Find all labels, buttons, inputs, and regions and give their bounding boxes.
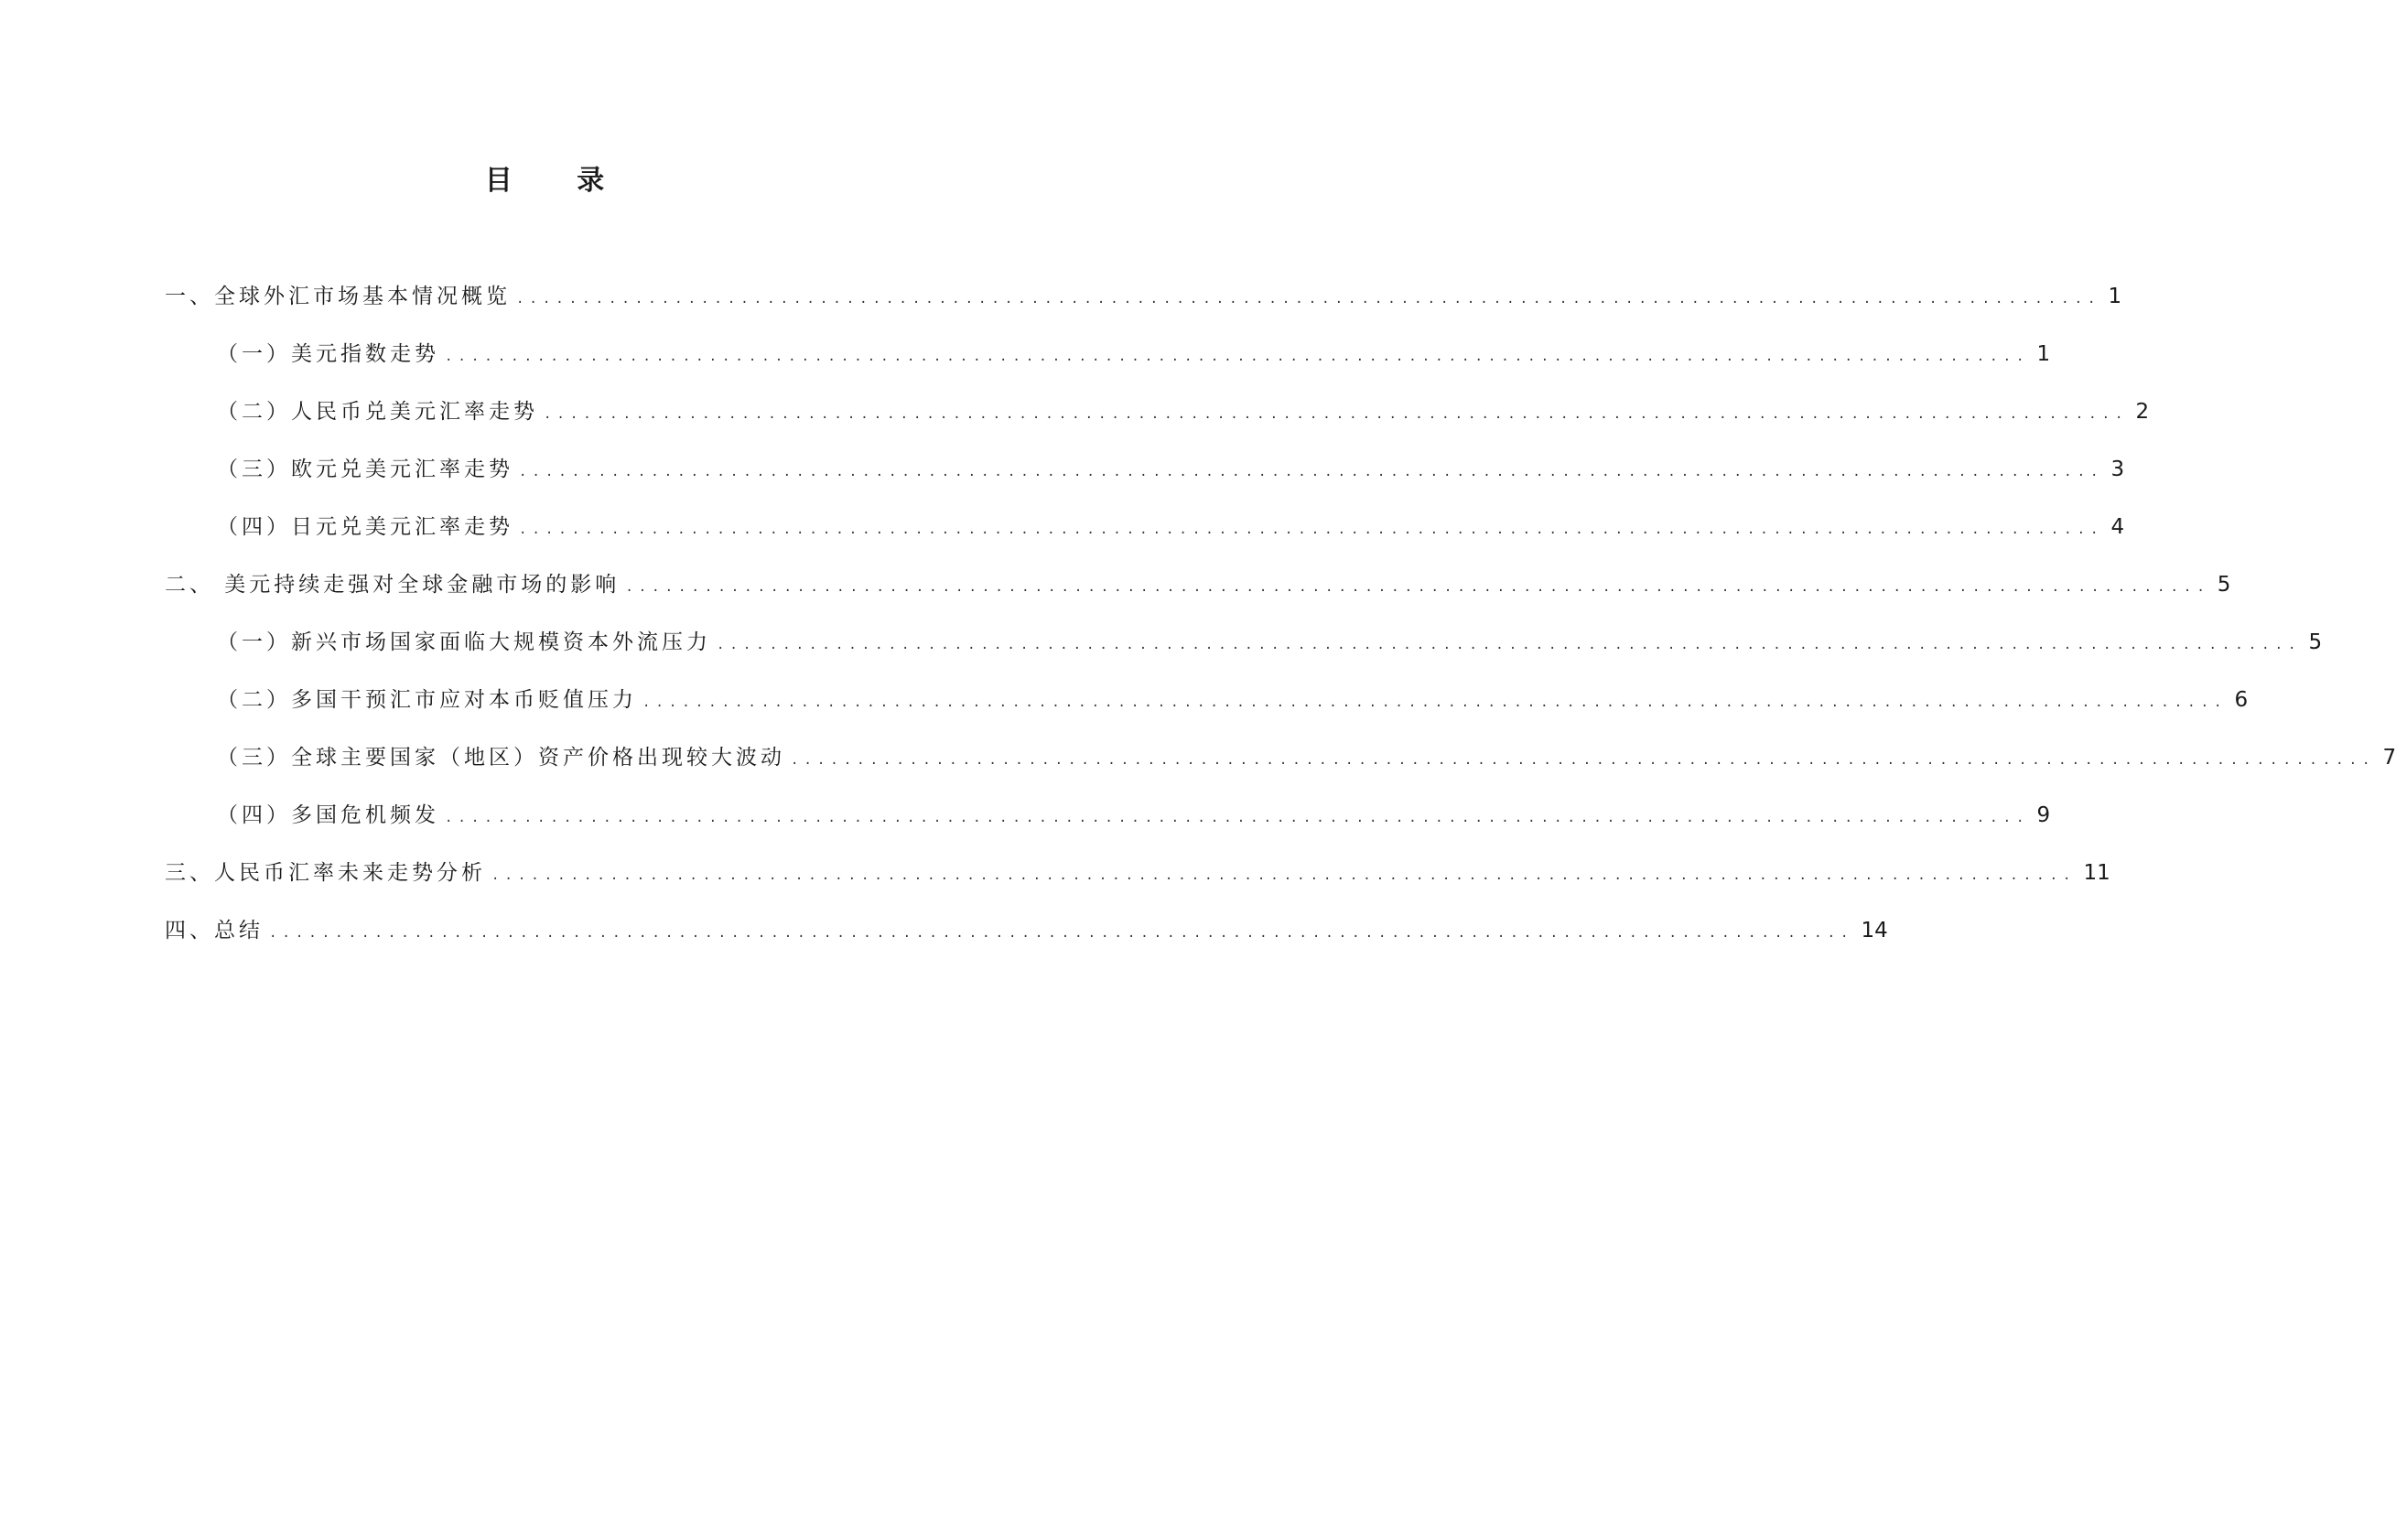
toc-entry-label: （一）新兴市场国家面临大规模资本外流压力 [217,630,711,654]
toc-entry-page: 11 [2083,861,2110,885]
toc-entry[interactable] [165,509,2125,566]
dot-leader: ........................................................................................................................ [717,638,2302,652]
dot-leader: ........................................................................................................................ [491,868,2077,883]
toc-entry[interactable] [165,336,2051,393]
toc-entry-label: 三、人民币汇率未来走势分析 [165,861,486,885]
toc-entry[interactable] [165,566,2231,624]
toc-entry-page: 2 [2135,400,2150,424]
toc-entry-label: 四、总结 [165,919,264,942]
toc-entry-label: （三）欧元兑美元汇率走势 [217,458,513,481]
toc-title: 目 录 [484,165,632,197]
toc-entry-page: 14 [1861,919,1888,942]
toc-entry-page: 4 [2110,515,2125,539]
dot-leader: ........................................................................................................................ [445,811,2030,825]
dot-leader: ........................................................................................................................ [269,926,1854,941]
toc-entry-label: 二、 美元持续走强对全球金融市场的影响 [165,573,621,597]
toc-entry[interactable] [165,797,2051,855]
dot-leader: ........................................................................................................................ [791,753,2376,768]
dot-leader: ........................................................................................................................ [544,407,2129,422]
toc-entry[interactable] [165,278,2122,336]
toc-entry[interactable] [165,451,2125,509]
dot-leader: ........................................................................................................................ [516,292,2101,307]
toc-entry-label: （二）人民币兑美元汇率走势 [217,400,538,424]
toc-entry-page: 1 [2108,285,2122,308]
toc-entry-label: 一、全球外汇市场基本情况概览 [165,285,511,308]
toc-entry[interactable] [165,393,2150,451]
toc-entry-label: （一）美元指数走势 [217,342,439,366]
toc-entry[interactable] [165,739,2396,797]
dot-leader: ........................................................................................................................ [642,695,2228,710]
toc-entry-page: 5 [2308,630,2323,654]
toc-entry-page: 3 [2110,458,2125,481]
dot-leader: ........................................................................................................................ [519,522,2104,537]
toc-entry-label: （三）全球主要国家（地区）资产价格出现较大波动 [217,746,785,770]
toc-entry-page: 9 [2036,803,2051,827]
toc-entry[interactable] [165,624,2323,682]
toc-entry[interactable] [165,682,2249,739]
toc-entry-page: 6 [2234,688,2249,712]
toc-entry-label: （二）多国干预汇市应对本币贬值压力 [217,688,637,712]
toc-entry[interactable] [165,912,1888,970]
toc-entry-page: 5 [2217,573,2231,597]
toc-entry-label: （四）多国危机频发 [217,803,439,827]
toc-entry-page: 7 [2382,746,2396,770]
toc-entry-label: （四）日元兑美元汇率走势 [217,515,513,539]
dot-leader: ........................................................................................................................ [519,465,2104,479]
dot-leader: ........................................................................................................................ [625,580,2210,595]
dot-leader: ........................................................................................................................ [445,350,2030,364]
toc-list [165,278,2396,970]
toc-entry-page: 1 [2036,342,2051,366]
toc-entry[interactable] [165,855,2110,912]
